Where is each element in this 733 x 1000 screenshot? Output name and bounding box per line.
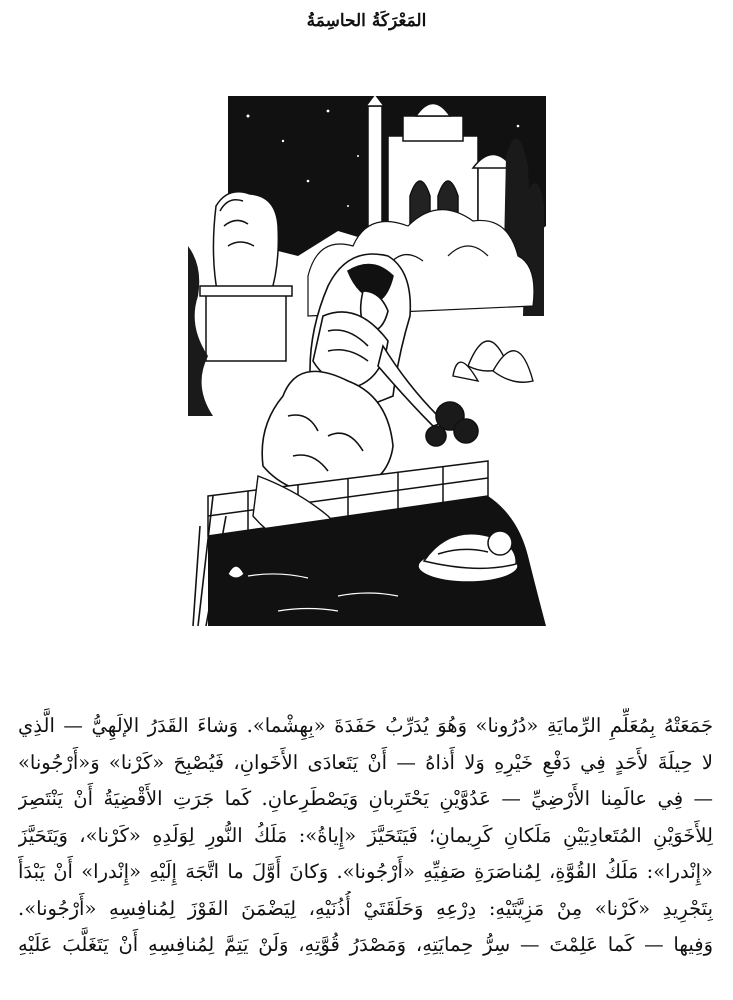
text-line: بِتَجْرِيدِ «كَرْنا» مِنْ مَزِيَّتَيْهِ: دِرْعِهِ وَحَلَقَتَيْ أُذُنَيْهِ، لِيَضْمَنَ الفَوْزَ لِمُنافِسِهِ «أَرْجُونا».	[18, 896, 713, 920]
text-line: «إِنْدرا»: مَلَكُ القُوَّةِ، لِمُناصَرَةِ صَفِيِّهِ «أَرْجُونا». وَكانَ أَوَّلَ ما اتَّجَهَ إِلَيْهِ «إِنْدرا» أَنْ يَبْدَأَ	[18, 860, 713, 883]
body-paragraph	[18, 708, 713, 964]
chapter-running-title: المَعْرَكَةُ الحاسِمَةُ	[306, 11, 427, 31]
illustration	[188, 96, 546, 626]
text-line: لا حِيلَةَ لأَحَدٍ فِي دَفْعِ خَيْرِهِ وَلا أَذاهُ — أَنْ يَتَعادَى الأَخَوانِ، فَيُصْبِحَ «كَرْنا» وَ«أَرْجُونا»	[18, 750, 713, 774]
plant	[453, 341, 533, 382]
text-line: لِلأَخَوَيْنِ المُتَعادِيَيْنِ مَلَكانِ كَرِيمانِ؛ فَيَتَحَيَّزَ «إِياةُ»: مَلَكُ النُّورِ لِوَلَدِهِ «كَرْنا»، وَيَتَحَيَّزَ	[18, 823, 713, 847]
text-line: جَمَعَتْهُ بِمُعَلِّمِ الرِّمايَةِ «دُرُونا» وَهُوَ يُدَرِّبُ حَفَدَةَ «بِهِشْما». وَشاءَ القَدَرُ الإلَهِيُّ — الَّذِي	[18, 714, 713, 737]
illustration-drawing	[188, 96, 546, 626]
text-line: وَفِيها — كَما عَلِمْتَ — سِرُّ حِمايَتِهِ، وَمَصْدَرُ قُوَّتِهِ، وَلَنْ يَتِمَّ لِمُنافِسِهِ أَنْ يَتَغَلَّبَ عَلَيْهِ	[18, 933, 713, 956]
text-line: — فِي عالَمِنا الأَرْضِيِّ — عَدُوَّيْنِ يَحْتَرِبانِ وَيَصْطَرِعانِ. كَما جَرَتِ الأَقْضِيَةُ أَنْ يَنْتَصِرَ	[18, 787, 713, 810]
